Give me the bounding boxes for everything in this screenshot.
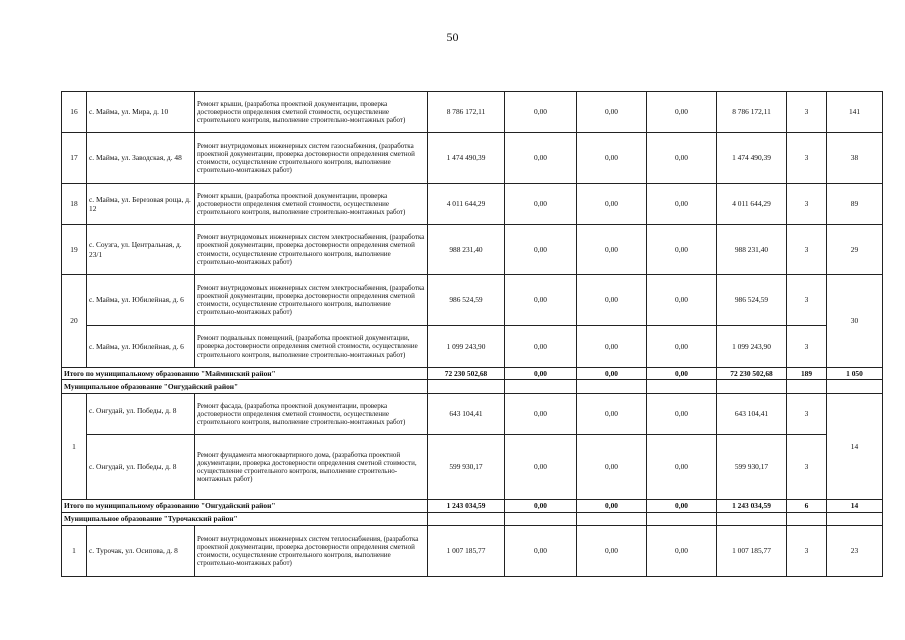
funding-1: 0,00 — [505, 275, 577, 326]
funding-4: 986 524,59 — [717, 275, 787, 326]
funding-2: 0,00 — [577, 275, 647, 326]
work-description: Ремонт внутридомовых инженерных систем электроснабжения, (разработка проектной документации, проверка достоверности определения сметной стоимости, осуществление строительного контроля, выполнение строительно-монтажных работ) — [195, 225, 428, 275]
quantity: 3 — [787, 275, 827, 326]
row-number: 17 — [62, 133, 87, 184]
funding-4: 1 099 243,90 — [717, 326, 787, 368]
funding-3: 0,00 — [647, 500, 717, 513]
funding-3: 0,00 — [647, 394, 717, 435]
quantity: 3 — [787, 225, 827, 275]
funding-4: 988 231,40 — [717, 225, 787, 275]
row-number: 1 — [62, 394, 87, 500]
quantity: 3 — [787, 394, 827, 435]
address: с. Майма, ул. Березовая роща, д. 12 — [87, 184, 195, 225]
funding-3: 0,00 — [647, 133, 717, 184]
funding-4: 1 007 185,77 — [717, 526, 787, 577]
funding-4: 8 786 172,11 — [717, 92, 787, 133]
table-row — [62, 133, 883, 184]
quantity: 3 — [787, 435, 827, 500]
total-cost: 1 474 490,39 — [428, 133, 505, 184]
funding-3: 0,00 — [647, 368, 717, 380]
funding-2: 0,00 — [577, 326, 647, 368]
residents: 14 — [827, 394, 883, 500]
row-number: 19 — [62, 225, 87, 275]
work-description: Ремонт подвальных помещений, (разработка проектной документации, проверка достоверности определения сметной стоимости, осуществление строительного контроля, выполнение строительно-монтажных работ) — [195, 326, 428, 368]
funding-1: 0,00 — [505, 133, 577, 184]
funding-2: 0,00 — [577, 184, 647, 225]
table-row — [62, 326, 883, 368]
funding-4: 1 474 490,39 — [717, 133, 787, 184]
work-description: Ремонт внутридомовых инженерных систем теплоснабжения, (разработка проектной документации, проверка достоверности определения сметной стоимости, осуществление строительного контроля, выполнение строительно-монтажных работ) — [195, 526, 428, 577]
page-number: 50 — [446, 30, 459, 44]
work-description: Ремонт внутридомовых инженерных систем газоснабжения, (разработка проектной документации, проверка достоверности определения сметной стоимости, осуществление строительного контроля, выполнение строительно-монтажных работ) — [195, 133, 428, 184]
address: с. Соузга, ул. Центральная, д. 23/1 — [87, 225, 195, 275]
work-description: Ремонт фасада, (разработка проектной документации, проверка достоверности определения сметной стоимости, осуществление строительного контроля, выполнение строительно-монтажных работ) — [195, 394, 428, 435]
address: с. Онгудай, ул. Победы, д. 8 — [87, 435, 195, 500]
table-row — [62, 435, 883, 500]
table-row — [62, 225, 883, 275]
funding-3: 0,00 — [647, 526, 717, 577]
funding-3: 0,00 — [647, 275, 717, 326]
funding-4: 72 230 502,68 — [717, 368, 787, 380]
residents: 29 — [827, 225, 883, 275]
table-row — [62, 394, 883, 435]
funding-4: 1 243 034,59 — [717, 500, 787, 513]
funding-1: 0,00 — [505, 184, 577, 225]
municipality-row — [62, 513, 883, 526]
funding-2: 0,00 — [577, 435, 647, 500]
municipality-label: Муниципальное образование "Турочакский район" — [62, 513, 428, 526]
funding-1: 0,00 — [505, 435, 577, 500]
funding-2: 0,00 — [577, 526, 647, 577]
funding-1: 0,00 — [505, 225, 577, 275]
residents: 38 — [827, 133, 883, 184]
row-number: 1 — [62, 526, 87, 577]
municipality-label: Муниципальное образование "Онгудайский район" — [62, 380, 428, 394]
table-row — [62, 92, 883, 133]
row-number: 20 — [62, 275, 87, 368]
table-row — [62, 184, 883, 225]
total-cost: 643 104,41 — [428, 394, 505, 435]
work-description: Ремонт крыши, (разработка проектной документации, проверка достоверности определения сметной стоимости, осуществление строительного контроля, выполнение строительно-монтажных работ) — [195, 184, 428, 225]
residents: 141 — [827, 92, 883, 133]
total-cost: 72 230 502,68 — [428, 368, 505, 380]
total-cost: 1 243 034,59 — [428, 500, 505, 513]
funding-3: 0,00 — [647, 92, 717, 133]
total-cost: 599 930,17 — [428, 435, 505, 500]
total-cost: 4 011 644,29 — [428, 184, 505, 225]
row-number: 18 — [62, 184, 87, 225]
residents: 14 — [827, 500, 883, 513]
work-description: Ремонт крыши, (разработка проектной документации, проверка достоверности определения сметной стоимости, осуществление строительного контроля, выполнение строительно-монтажных работ) — [195, 92, 428, 133]
address: с. Турочак, ул. Осипова, д. 8 — [87, 526, 195, 577]
residents: 89 — [827, 184, 883, 225]
funding-1: 0,00 — [505, 326, 577, 368]
total-cost: 1 007 185,77 — [428, 526, 505, 577]
funding-2: 0,00 — [577, 225, 647, 275]
quantity: 3 — [787, 184, 827, 225]
funding-1: 0,00 — [505, 92, 577, 133]
funding-2: 0,00 — [577, 133, 647, 184]
funding-1: 0,00 — [505, 368, 577, 380]
funding-2: 0,00 — [577, 92, 647, 133]
address: с. Майма, ул. Юбилейная, д. 6 — [87, 326, 195, 368]
funding-4: 4 011 644,29 — [717, 184, 787, 225]
funding-4: 599 930,17 — [717, 435, 787, 500]
total-cost: 8 786 172,11 — [428, 92, 505, 133]
subtotal-label: Итого по муниципальному образованию "Майминский район" — [62, 368, 428, 380]
table-row — [62, 275, 883, 326]
subtotal-row — [62, 368, 883, 380]
subtotal-label: Итого по муниципальному образованию "Онгудайский район" — [62, 500, 428, 513]
residents: 30 — [827, 275, 883, 368]
funding-3: 0,00 — [647, 326, 717, 368]
quantity: 189 — [787, 368, 827, 380]
funding-3: 0,00 — [647, 184, 717, 225]
quantity: 3 — [787, 92, 827, 133]
repair-program-table — [61, 91, 883, 577]
funding-3: 0,00 — [647, 435, 717, 500]
quantity: 3 — [787, 526, 827, 577]
residents: 23 — [827, 526, 883, 577]
subtotal-row — [62, 500, 883, 513]
residents: 1 050 — [827, 368, 883, 380]
funding-2: 0,00 — [577, 394, 647, 435]
total-cost: 988 231,40 — [428, 225, 505, 275]
row-number: 16 — [62, 92, 87, 133]
address: с. Майма, ул. Юбилейная, д. 6 — [87, 275, 195, 326]
funding-1: 0,00 — [505, 394, 577, 435]
quantity: 3 — [787, 133, 827, 184]
municipality-row — [62, 380, 883, 394]
quantity: 3 — [787, 326, 827, 368]
total-cost: 1 099 243,90 — [428, 326, 505, 368]
address: с. Майма, ул. Заводская, д. 48 — [87, 133, 195, 184]
funding-1: 0,00 — [505, 526, 577, 577]
table-row — [62, 526, 883, 577]
funding-2: 0,00 — [577, 368, 647, 380]
funding-3: 0,00 — [647, 225, 717, 275]
address: с. Майма, ул. Мира, д. 10 — [87, 92, 195, 133]
quantity: 6 — [787, 500, 827, 513]
total-cost: 986 524,59 — [428, 275, 505, 326]
address: с. Онгудай, ул. Победы, д. 8 — [87, 394, 195, 435]
work-description: Ремонт фундамента многоквартирного дома, (разработка проектной документации, проверка достоверности определения сметной стоимости, осуществление строительного контроля, выполнение строительно-монтажных работ) — [195, 435, 428, 500]
funding-4: 643 104,41 — [717, 394, 787, 435]
funding-1: 0,00 — [505, 500, 577, 513]
work-description: Ремонт внутридомовых инженерных систем электроснабжения, (разработка проектной документации, проверка достоверности определения сметной стоимости, осуществление строительного контроля, выполнение строительно-монтажных работ) — [195, 275, 428, 326]
funding-2: 0,00 — [577, 500, 647, 513]
